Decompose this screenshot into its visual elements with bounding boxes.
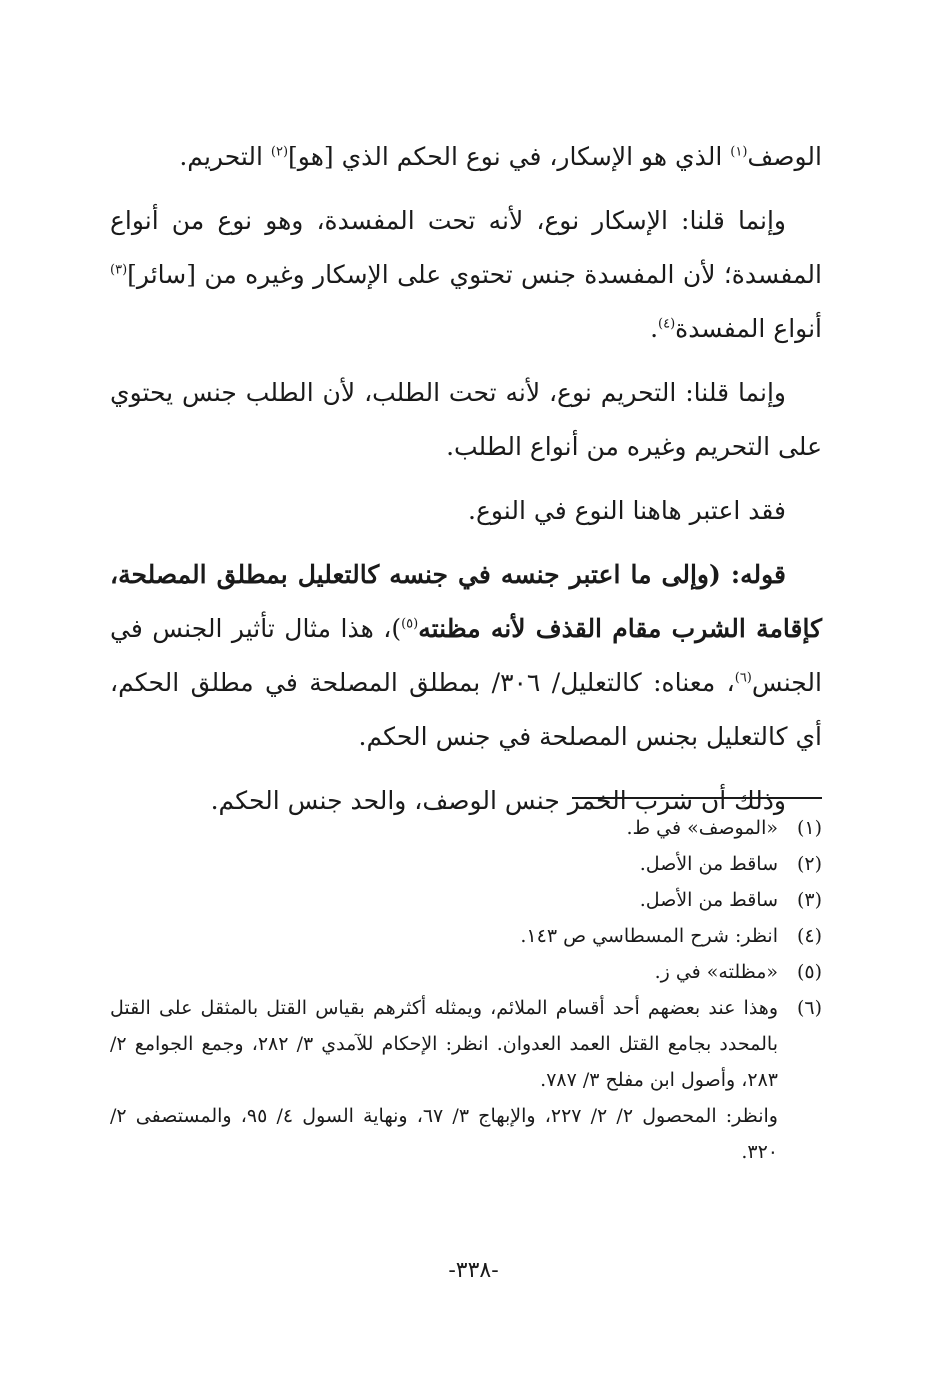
footnote-4 [110,918,822,954]
footnote-6-continued: وانظر: المحصول ٢/ ٢/ ٢٢٧، والإبهاج ٣/ ٦٧، ونهاية السول ٤/ ٩٥، والمستصفى ٢/ ٣٢٠. [110,1105,778,1163]
p5-quote: قوله: (وإلى ما اعتبر جنسه في جنسه كالتعليل بمطلق المصلحة، كإقامة الشرب مقام القذف لأنه مظنته [110,560,822,643]
p2-text-a: وإنما قلنا: الإسكار نوع، لأنه تحت المفسدة، وهو نوع من أنواع المفسدة؛ لأن المفسدة جنس تحتوي على الإسكار وغيره من [سائر] [110,206,822,289]
p5-text-b: ، معناه: كالتعليل/ ٣٠٦/ بمطلق المصلحة في مطلق الحكم، أي كالتعليل بجنس المصلحة في جنس الحكم. [110,668,822,751]
footnote-text: ساقط من الأصل. [639,889,778,911]
page-number: -٣٣٨- [448,1258,499,1283]
footnote-2 [110,846,822,882]
footnote-6 [110,990,822,1098]
p1-text-a: الوصف [747,142,822,171]
footnote-divider [572,797,822,799]
footnote-ref-1: (١) [730,144,748,160]
footnote-ref-3: (٣) [110,262,128,278]
paragraph-4: فقد اعتبر هاهنا النوع في النوع. [468,496,786,525]
p5-quote-close: ) [391,614,402,643]
footnote-number: (١) [796,817,822,839]
footnote-text: «الموصف» في ط. [626,817,778,839]
paragraph-6: وذلك أن شرب الخمر جنس الوصف، والحد جنس الحكم. [210,786,786,815]
paragraph-1 [110,130,822,184]
footnote-5 [110,954,822,990]
footnote-text: وهذا عند بعضهم أحد أقسام الملائم، ويمثله أكثرهم بقياس القتل بالمثقل على القتل بالمحدد بجامع القتل العمد العدوان. انظر: الإحكام للآمدي ٣/ ٢٨٢، وجمع الجوامع ٢/ ٢٨٣، وأصول ابن مفلح ٣/ ٧٨٧. [110,997,778,1091]
p1-text-c: التحريم. [179,142,271,171]
footnote-text: انظر: شرح المسطاسي ص ١٤٣. [520,925,778,947]
footnote-number: (٥) [796,961,822,983]
footnote-1 [110,810,822,846]
p2-text-b: أنواع المفسدة [675,314,822,343]
footnote-number: (٣) [796,889,822,911]
footnote-ref-4: (٤) [658,316,676,332]
footnote-3 [110,882,822,918]
footnote-text: ساقط من الأصل. [639,853,778,875]
footnote-ref-2: (٢) [270,144,289,160]
p1-text-b: الذي هو الإسكار، في نوع الحكم الذي [هو] [288,142,731,171]
p5-text-a: ، هذا مثال تأثير الجنس في الجنس [110,614,822,697]
footnote-number: (٦) [796,997,822,1019]
footnote-number: (٢) [796,853,822,875]
p2-text-c: . [650,314,659,343]
paragraph-5 [110,548,822,764]
footnote-number: (٤) [796,925,822,947]
footnote-text: «مظلته» في ز. [654,961,778,983]
main-text [110,130,822,838]
footnotes [110,810,822,1170]
footnote-ref-5: (٥) [401,616,419,632]
paragraph-3: وإنما قلنا: التحريم نوع، لأنه تحت الطلب، لأن الطلب جنس يحتوي على التحريم وغيره من أنواع الطلب. [110,378,822,461]
footnote-ref-6: (٦) [734,670,752,686]
paragraph-2 [110,194,822,356]
